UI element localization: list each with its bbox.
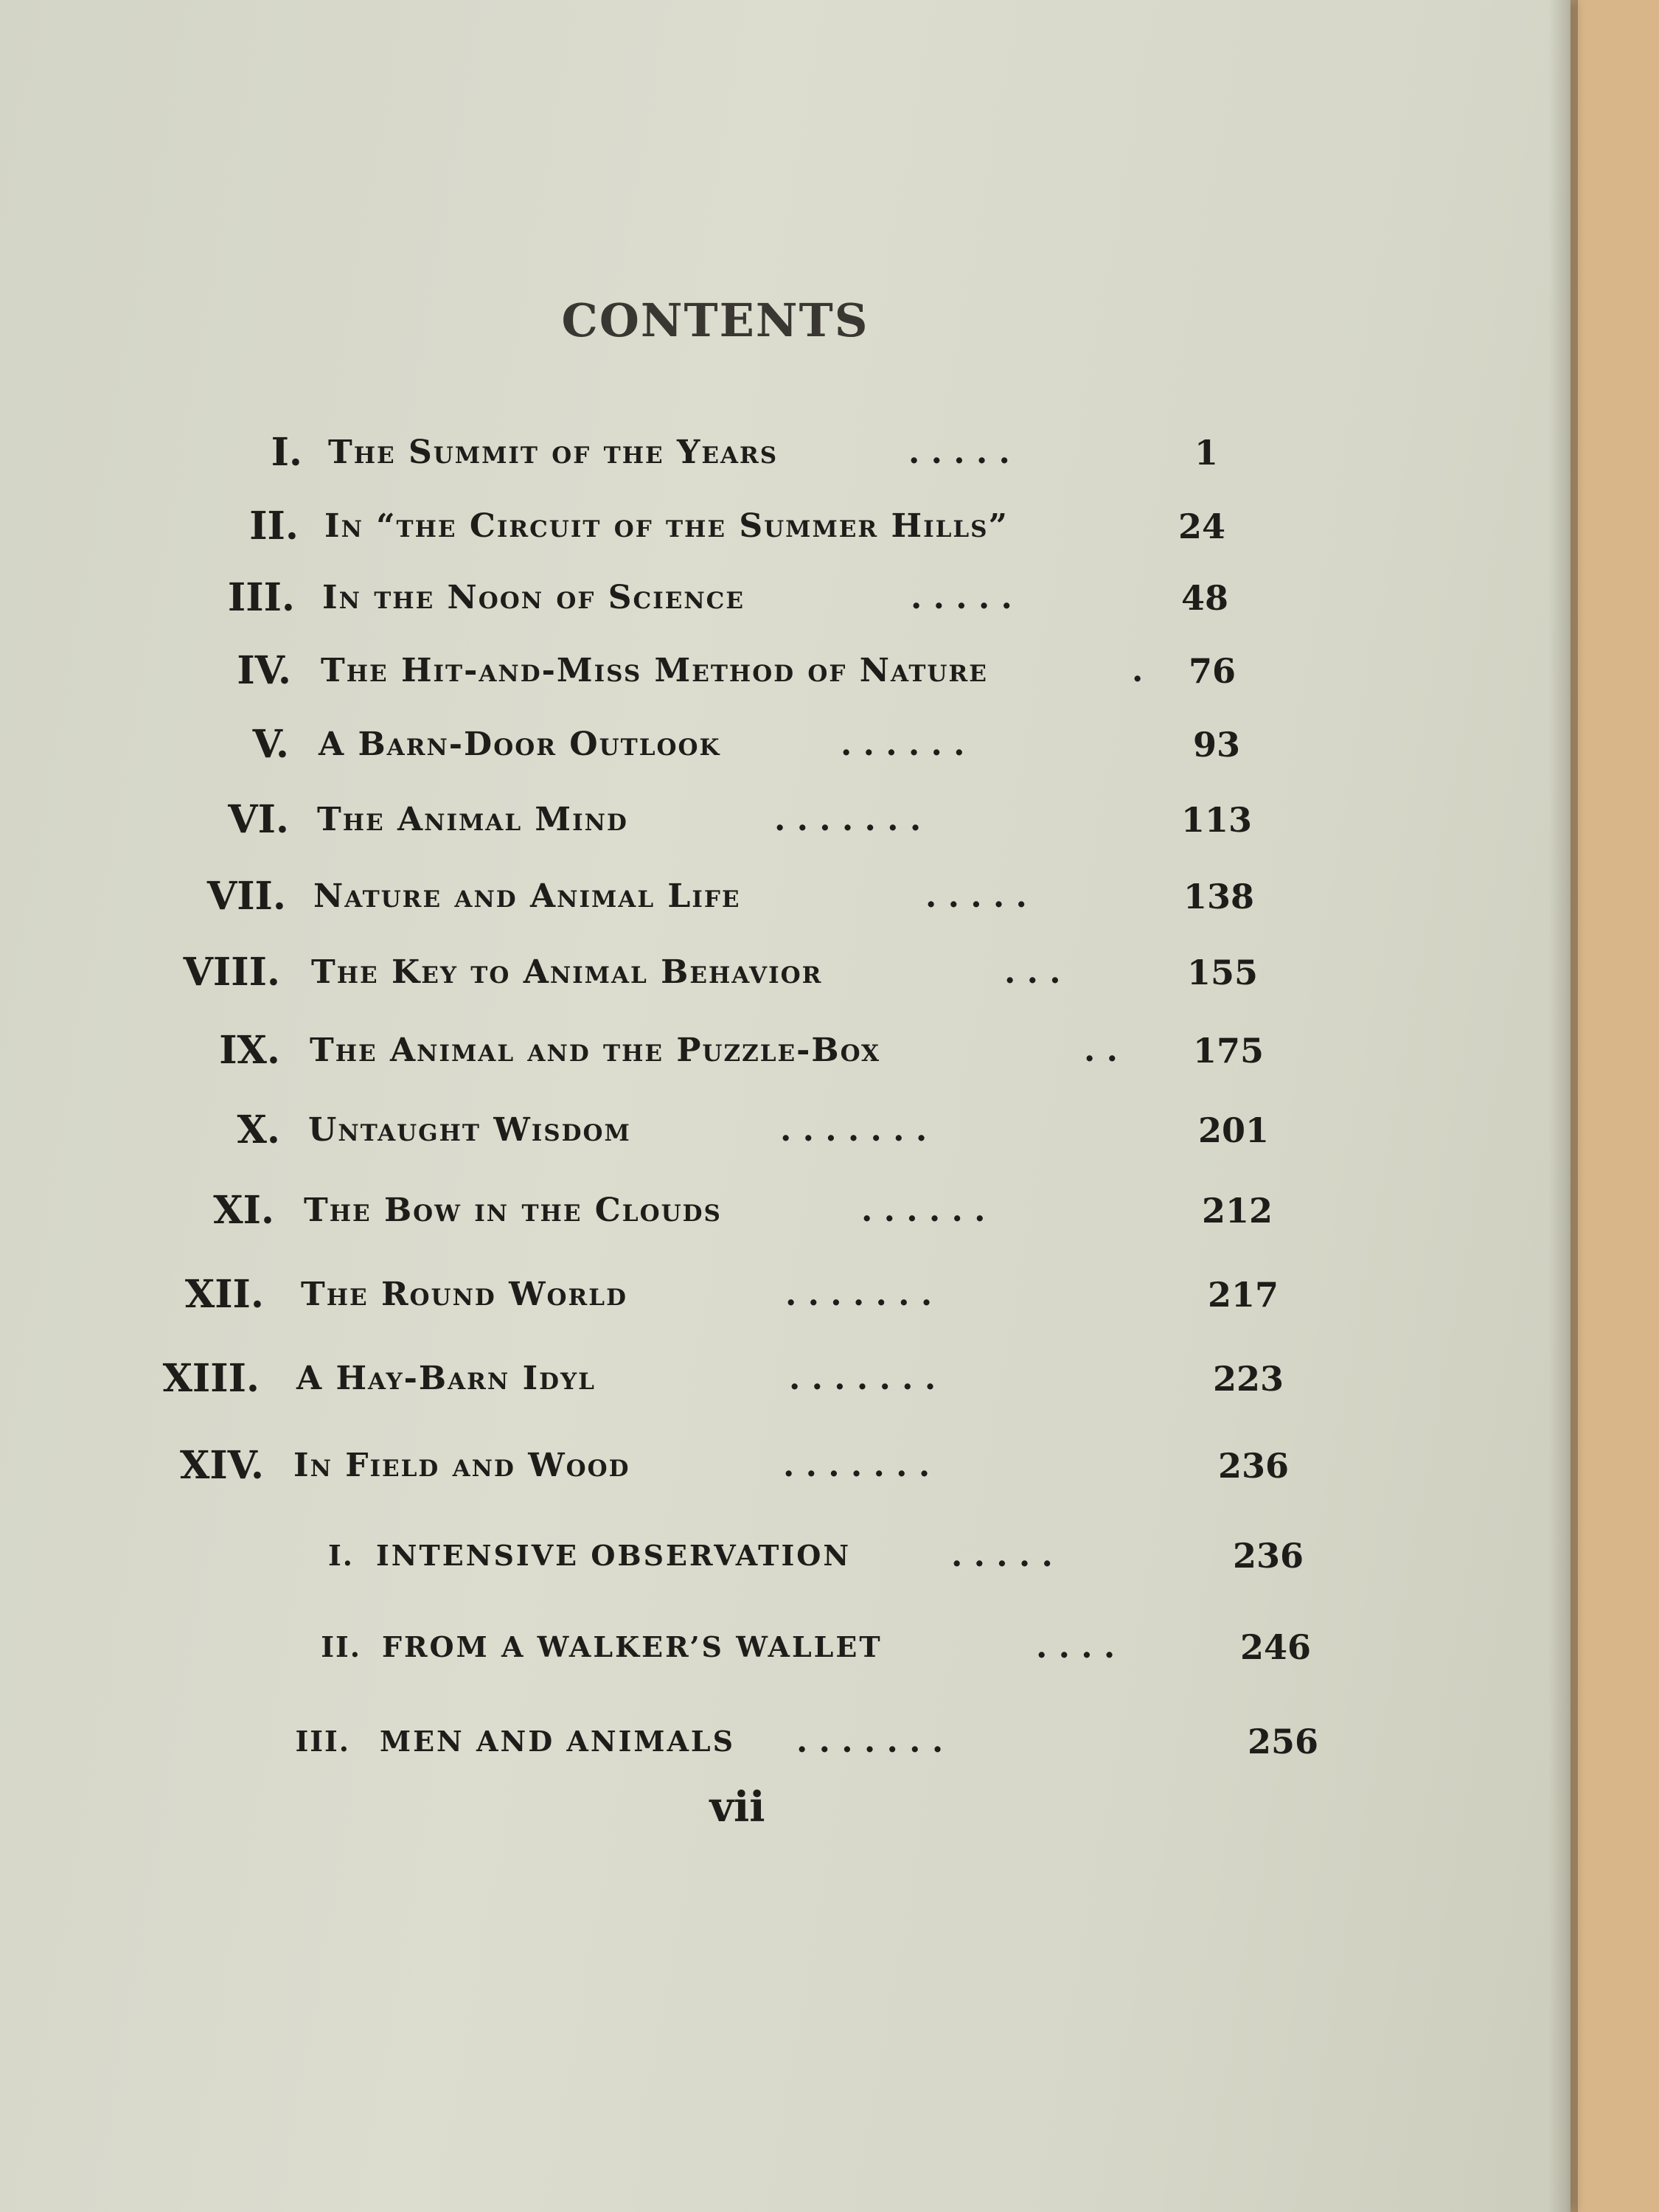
chapter-number: XIV.	[179, 1443, 264, 1488]
subsection-page-number: 246	[1240, 1627, 1312, 1667]
page-folio: vii	[709, 1783, 765, 1832]
chapter-number: XII.	[184, 1272, 264, 1317]
chapter-number: X.	[237, 1107, 280, 1152]
subsection-title: FROM A WALKER’S WALLET	[382, 1630, 883, 1663]
chapter-title: The Animal and the Puzzle-Box	[310, 1032, 881, 1069]
subsection-page-number: 236	[1233, 1536, 1304, 1576]
toc-entry-chapter-4	[0, 647, 1659, 695]
toc-entry-chapter-8	[0, 949, 1659, 996]
chapter-page-number: 223	[1213, 1359, 1284, 1399]
chapter-number: IV.	[237, 648, 291, 693]
toc-entry-chapter-6	[0, 796, 1659, 844]
chapter-number: I.	[271, 430, 302, 475]
dot-leader: . . . . .	[908, 434, 1010, 471]
subsection-number: II.	[321, 1630, 361, 1663]
chapter-title: Nature and Animal Life	[313, 877, 741, 915]
chapter-title: A Hay-Barn Idyl	[296, 1360, 596, 1397]
chapter-number: XI.	[213, 1188, 274, 1233]
chapter-title: Untaught Wisdom	[308, 1111, 631, 1149]
dot-leader: . . . . . . .	[774, 801, 922, 838]
dot-leader: . . . . .	[911, 579, 1012, 616]
chapter-page-number: 175	[1193, 1031, 1265, 1071]
dot-leader: . . . . . . .	[789, 1360, 936, 1397]
dot-leader: . .	[1084, 1032, 1118, 1069]
chapter-number: VII.	[206, 874, 286, 919]
dot-leader: . . . . . . .	[785, 1276, 933, 1313]
chapter-page-number: 212	[1202, 1191, 1273, 1231]
toc-entry-chapter-5	[0, 721, 1659, 768]
chapter-title: The Bow in the Clouds	[304, 1192, 722, 1229]
toc-entry-chapter-7	[0, 873, 1659, 920]
dot-leader: . . . . .	[951, 1537, 1053, 1574]
chapter-page-number: 93	[1193, 725, 1241, 765]
toc-entry-chapter-2	[0, 503, 1659, 550]
toc-subentry-1	[0, 1532, 1659, 1579]
chapter-page-number: 1	[1194, 433, 1219, 473]
toc-entry-chapter-10	[0, 1107, 1659, 1154]
chapter-title: In the Noon of Science	[322, 579, 745, 616]
subsection-page-number: 256	[1248, 1722, 1319, 1761]
chapter-title: A Barn-Door Outlook	[319, 726, 721, 763]
dot-leader: .	[1132, 652, 1144, 689]
chapter-title: In Field and Wood	[293, 1447, 630, 1484]
chapter-number: III.	[227, 575, 295, 620]
chapter-page-number: 24	[1178, 507, 1226, 546]
toc-entry-chapter-13	[0, 1355, 1659, 1402]
contents-heading: CONTENTS	[561, 293, 869, 347]
chapter-number: VIII.	[183, 950, 280, 995]
subsection-title: MEN AND ANIMALS	[380, 1725, 736, 1758]
toc-entry-chapter-12	[0, 1271, 1659, 1318]
chapter-number: VI.	[228, 797, 289, 842]
chapter-number: XIII.	[162, 1356, 260, 1401]
chapter-number: IX.	[219, 1028, 280, 1073]
chapter-number: II.	[249, 504, 299, 549]
subsection-number: III.	[295, 1725, 350, 1758]
chapter-page-number: 76	[1189, 651, 1237, 691]
toc-subentry-3	[0, 1718, 1659, 1765]
chapter-title: The Summit of the Years	[328, 434, 779, 471]
chapter-title: The Hit-and-Miss Method of Nature	[321, 652, 988, 689]
chapter-title: In “the Circuit of the Summer Hills”	[324, 507, 1009, 545]
toc-entry-chapter-1	[0, 429, 1659, 476]
subsection-title: INTENSIVE OBSERVATION	[376, 1539, 852, 1572]
dot-leader: . . . . . . .	[780, 1111, 928, 1149]
chapter-page-number: 48	[1181, 578, 1229, 618]
chapter-page-number: 236	[1218, 1446, 1290, 1486]
dot-leader: . . .	[1004, 953, 1061, 991]
chapter-number: V.	[252, 722, 289, 767]
toc-entry-chapter-9	[0, 1027, 1659, 1074]
toc-entry-chapter-14	[0, 1442, 1659, 1489]
chapter-page-number: 155	[1187, 953, 1259, 992]
dot-leader: . . . . . .	[861, 1192, 986, 1229]
dot-leader: . . . . .	[925, 877, 1027, 915]
dot-leader: . . . . . .	[841, 726, 965, 763]
chapter-title: The Round World	[301, 1276, 627, 1313]
dot-leader: . . . .	[1036, 1628, 1116, 1666]
chapter-title: The Key to Animal Behavior	[311, 953, 823, 991]
toc-entry-chapter-11	[0, 1187, 1659, 1234]
dot-leader: . . . . . . .	[796, 1722, 944, 1760]
chapter-title: The Animal Mind	[317, 801, 628, 838]
toc-entry-chapter-3	[0, 574, 1659, 622]
chapter-page-number: 217	[1208, 1275, 1279, 1315]
dot-leader: . . . . . . .	[783, 1447, 931, 1484]
toc-subentry-2	[0, 1624, 1659, 1671]
chapter-page-number: 113	[1181, 800, 1253, 840]
chapter-page-number: 201	[1198, 1110, 1270, 1150]
chapter-page-number: 138	[1183, 877, 1255, 917]
subsection-number: I.	[327, 1539, 354, 1572]
